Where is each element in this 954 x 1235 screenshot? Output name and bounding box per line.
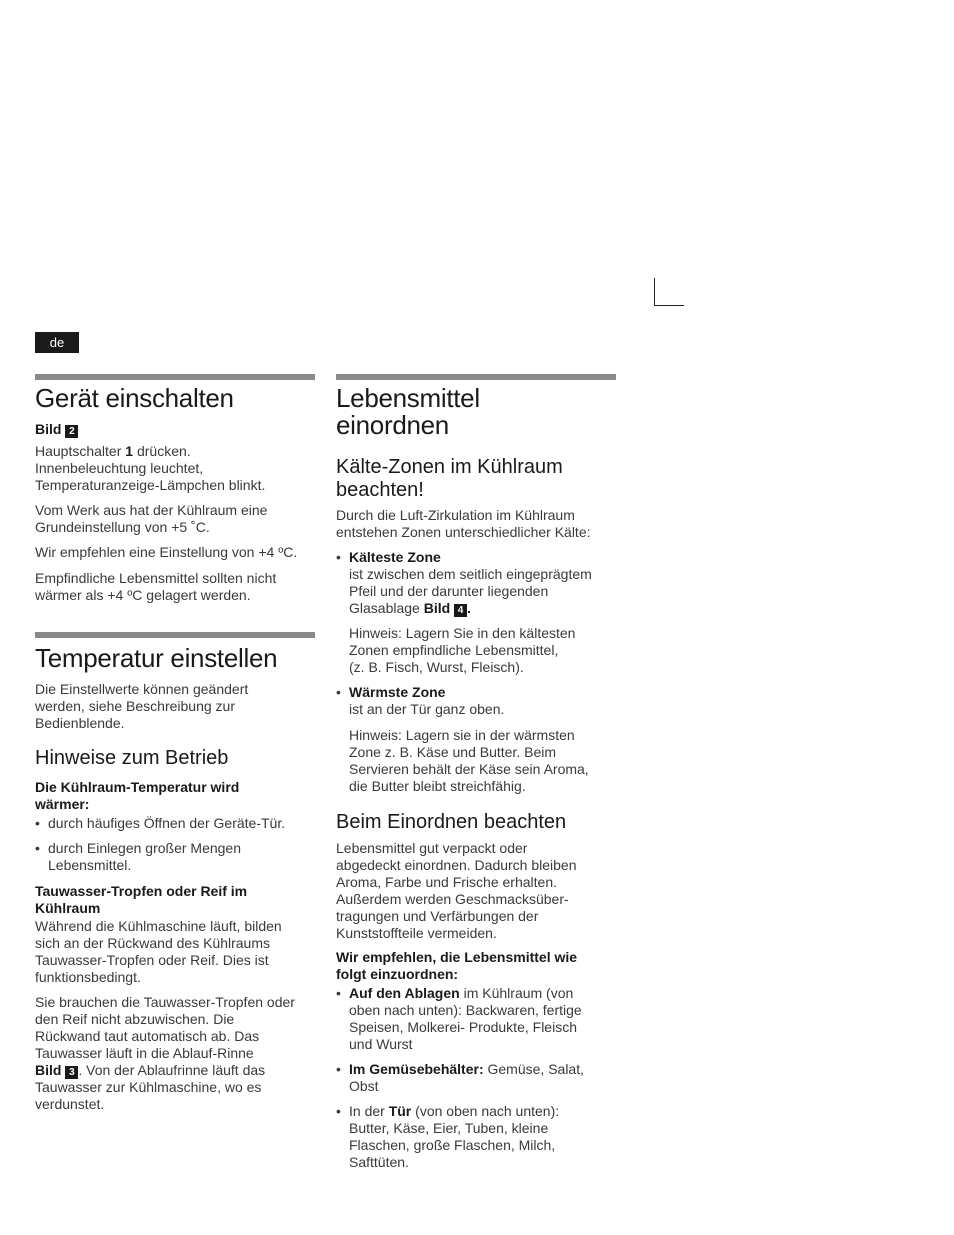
bild-reference: Bild 2 <box>35 421 78 438</box>
paragraph-werkseinstellung: Vom Werk aus hat der Kühlraum eine Grundeinstellung von +5 ˚C. <box>35 502 268 535</box>
heading-temperatur-einstellen: Temperatur einstellen <box>35 643 278 673</box>
heading-kaelte-zonen: Kälte-Zonen im Kühlraum beachten! <box>336 456 563 501</box>
figure-number-badge: 2 <box>65 425 78 438</box>
heading-beim-einordnen: Beim Einordnen beachten <box>336 811 567 833</box>
list-item-tuer: • In der Tür (von oben nach unten): Butter, Käse, Eier, Tuben, kleine Flaschen, große Flaschen, Milch, Safttüten. <box>336 1103 560 1170</box>
list-item-ablagen: • Auf den Ablagen im Kühlraum (von oben nach unten): Backwaren, fertige Speisen, Molkerei- Produkte, Fleisch und Wurst <box>336 985 582 1052</box>
paragraph-empfehlung: Wir empfehlen eine Einstellung von +4 ºC. <box>35 544 298 560</box>
crop-mark <box>654 278 684 306</box>
language-tag: de <box>35 332 79 353</box>
heading-lebensmittel-einordnen: Lebensmittel einordnen <box>336 383 480 440</box>
list-item: • durch Einlegen großer Mengen Lebensmittel. <box>35 840 242 873</box>
subheading-einordnung: Wir empfehlen, die Lebensmittel wie folgt einzuordnen: <box>336 949 578 982</box>
paragraph-einstellwerte: Die Einstellwerte können geändert werden, siehe Beschreibung zur Bedienblende. <box>35 681 249 731</box>
list-item: • durch häufiges Öffnen der Geräte-Tür. <box>35 815 286 831</box>
paragraph-hauptschalter: Hauptschalter 1 drücken. Innenbeleuchtung leuchtet, Temperaturanzeige-Lämpchen blinkt. <box>35 443 266 493</box>
paragraph-empfindliche-lebensmittel: Empfindliche Lebensmittel sollten nicht wärmer als +4 ºC gelagert werden. <box>35 570 277 603</box>
paragraph-tauwasser-bildung: Während die Kühlmaschine läuft, bilden sich an der Rückwand des Kühlraums Tauwasser-Tropfen oder Reif. Dies ist funktionsbedingt. <box>35 918 282 985</box>
subheading-temperatur-waermer: Die Kühlraum-Temperatur wird wärmer: <box>35 779 240 812</box>
heading-geraet-einschalten: Gerät einschalten <box>35 383 234 413</box>
note-waermste-zone: Hinweis: Lagern sie in der wärmsten Zone z. B. Käse und Butter. Beim Servieren behält der Käse sein Aroma, die Butter bleibt streichfähig. <box>349 727 589 794</box>
paragraph-verpackung: Lebensmittel gut verpackt oder abgedeckt einordnen. Dadurch bleiben Aroma, Farbe und Frische erhalten. Außerdem werden Geschmacksüber- tragungen und Verfärbungen der Kunststoffteile vermeiden. <box>336 840 577 941</box>
section-rule <box>35 632 315 638</box>
section-rule <box>336 374 616 380</box>
figure-number-badge: 3 <box>65 1066 78 1079</box>
paragraph-luft-zirkulation: Durch die Luft-Zirkulation im Kühlraum entstehen Zonen unterschiedlicher Kälte: <box>336 507 591 540</box>
section-rule <box>35 374 315 380</box>
note-kaelteste-zone: Hinweis: Lagern Sie in den kältesten Zonen empfindliche Lebensmittel, (z. B. Fisch, Wurst, Fleisch). <box>349 625 576 675</box>
figure-number-badge: 4 <box>454 604 467 617</box>
heading-hinweise-zum-betrieb: Hinweise zum Betrieb <box>35 747 229 769</box>
paragraph-abtauen: Sie brauchen die Tauwasser-Tropfen oder den Reif nicht abzuwischen. Die Rückwand taut automatisch ab. Das Tauwasser läuft in die Ablauf-Rinne Bild 3 . Von der Ablaufrinne läuft das Tauwasser zur Kühlmaschine, wo es verdunstet. <box>35 994 295 1112</box>
list-item-waermste-zone: • Wärmste Zone ist an der Tür ganz oben. <box>336 684 505 717</box>
list-item-kaelteste-zone: • Kälteste Zone ist zwischen dem seitlich eingeprägtem Pfeil und der darunter liegenden Glasablage Bild 4 . <box>336 549 592 616</box>
subheading-tauwasser: Tauwasser-Tropfen oder Reif im Kühlraum <box>35 883 248 916</box>
list-item-gemuesebehaelter: • Im Gemüsebehälter: Gemüse, Salat, Obst <box>336 1061 584 1094</box>
